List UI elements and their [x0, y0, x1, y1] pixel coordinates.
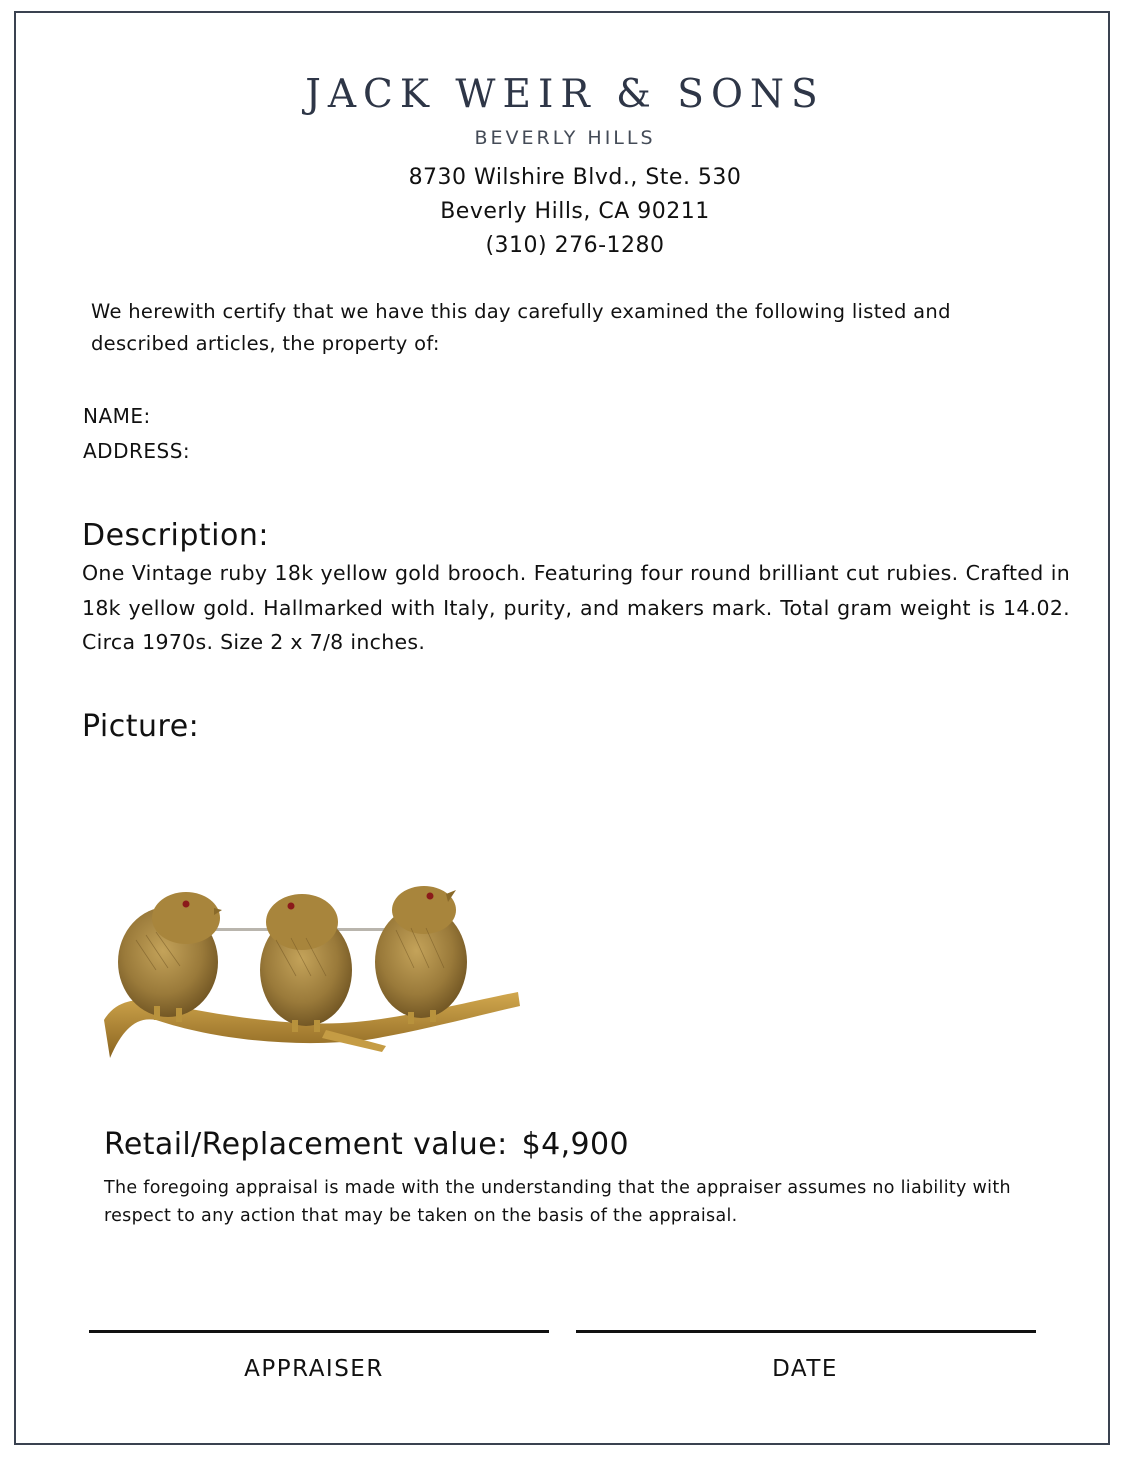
appraiser-signature-line [89, 1330, 549, 1333]
valuation-label: Retail/Replacement value: [104, 1127, 508, 1162]
picture-heading: Picture: [82, 709, 200, 744]
address-line-1: 8730 Wilshire Blvd., Ste. 530 [408, 165, 742, 190]
name-label: NAME: [83, 404, 151, 428]
valuation [104, 1127, 629, 1162]
date-label: DATE [772, 1356, 838, 1382]
certification-statement: We herewith certify that we have this day carefully examined the following listed and described articles, the property of: [91, 300, 951, 355]
date-signature-line [576, 1330, 1036, 1333]
phone-number: (310) 276-1280 [485, 233, 665, 258]
address-line-2: Beverly Hills, CA 90211 [440, 199, 710, 224]
brand-name: JACK WEIR & SONS [305, 72, 825, 117]
disclaimer: The foregoing appraisal is made with the understanding that the appraiser assumes no liability with respect to any action that may be taken on the basis of the appraisal. [104, 1178, 1011, 1226]
description-heading: Description: [82, 518, 269, 553]
appraiser-label: APPRAISER [244, 1356, 384, 1382]
address-label: ADDRESS: [83, 439, 191, 463]
valuation-amount: $4,900 [521, 1127, 629, 1162]
brooch-photo [96, 880, 526, 1066]
ruby-eye-2 [288, 903, 295, 910]
description-text: One Vintage ruby 18k yellow gold brooch. Featuring four round brilliant cut rubies. Crafted in 18k yellow gold. Hallmarked with Italy, purity, and makers mark. Total gram weight is 14.02. Circa 1970s. Size 2 x 7/8 inches. [82, 561, 1070, 654]
ruby-eye-3 [427, 893, 434, 900]
ruby-eye-1 [183, 901, 190, 908]
brand-location: BEVERLY HILLS [474, 127, 656, 149]
